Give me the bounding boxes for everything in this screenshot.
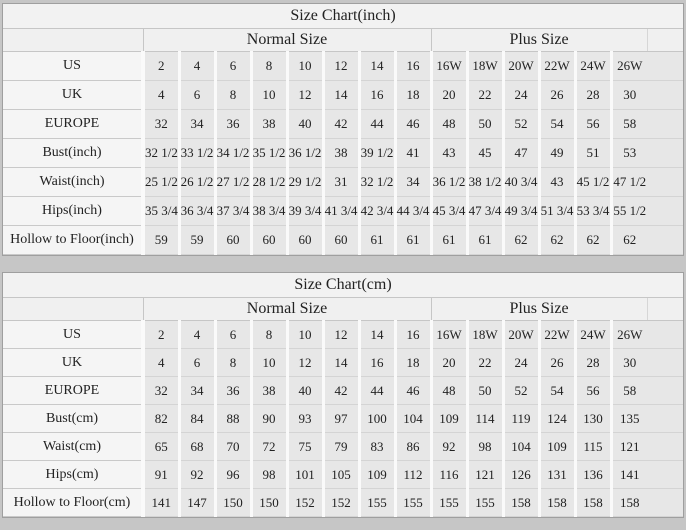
empty-cell: [647, 197, 683, 226]
size-cell: 20W: [503, 321, 539, 349]
size-cell: 50: [467, 377, 503, 405]
size-cell: 29 1/2: [287, 168, 323, 197]
size-cell: 4: [179, 52, 215, 81]
size-cell: 2: [143, 52, 179, 81]
empty-cell: [647, 168, 683, 197]
size-cell: 155: [395, 489, 431, 517]
size-cell: 24: [503, 81, 539, 110]
size-cell: 42 3/4: [359, 197, 395, 226]
size-cell: 121: [611, 433, 647, 461]
size-cell: 2: [143, 321, 179, 349]
plus-size-header: Plus Size: [431, 29, 647, 52]
size-cell: 8: [215, 81, 251, 110]
size-cell: 44 3/4: [395, 197, 431, 226]
size-cell: 112: [395, 461, 431, 489]
size-cell: 65: [143, 433, 179, 461]
size-cell: 109: [539, 433, 575, 461]
size-cell: 28: [575, 81, 611, 110]
size-cell: 82: [143, 405, 179, 433]
size-cell: 104: [503, 433, 539, 461]
size-cell: 135: [611, 405, 647, 433]
size-cell: 12: [323, 321, 359, 349]
size-cell: 22: [467, 81, 503, 110]
size-cell: 53: [611, 139, 647, 168]
size-cell: 100: [359, 405, 395, 433]
table-row: [3, 168, 683, 197]
size-cell: 116: [431, 461, 467, 489]
size-cell: 70: [215, 433, 251, 461]
size-cell: 6: [215, 52, 251, 81]
size-cell: 8: [251, 52, 287, 81]
size-cell: 61: [359, 226, 395, 255]
size-cell: 60: [323, 226, 359, 255]
title-row: [3, 273, 683, 298]
size-cell: 51 3/4: [539, 197, 575, 226]
size-cell: 16W: [431, 52, 467, 81]
empty-cell: [647, 461, 683, 489]
size-cell: 27 1/2: [215, 168, 251, 197]
table-row: [3, 197, 683, 226]
size-cell: 47 1/2: [611, 168, 647, 197]
size-cell: 158: [611, 489, 647, 517]
size-cell: 98: [467, 433, 503, 461]
row-label: Hips(cm): [3, 461, 143, 489]
size-cell: 4: [143, 349, 179, 377]
size-cell: 24: [503, 349, 539, 377]
size-cell: 35 3/4: [143, 197, 179, 226]
size-chart-inch-table: [2, 3, 684, 256]
size-cell: 32 1/2: [143, 139, 179, 168]
size-cell: 14: [323, 349, 359, 377]
size-cell: 10: [251, 81, 287, 110]
size-cell: 62: [539, 226, 575, 255]
table-title: Size Chart(inch): [3, 4, 683, 29]
row-label: Hips(inch): [3, 197, 143, 226]
size-cell: 14: [359, 321, 395, 349]
size-cell: 16: [395, 52, 431, 81]
empty-cell: [647, 349, 683, 377]
size-cell: 96: [215, 461, 251, 489]
size-cell: 44: [359, 377, 395, 405]
size-cell: 58: [611, 377, 647, 405]
corner-cell: [3, 298, 143, 321]
size-cell: 16W: [431, 321, 467, 349]
size-cell: 20W: [503, 52, 539, 81]
size-cell: 26 1/2: [179, 168, 215, 197]
size-cell: 152: [287, 489, 323, 517]
size-cell: 104: [395, 405, 431, 433]
size-cell: 62: [575, 226, 611, 255]
normal-size-header: Normal Size: [143, 298, 431, 321]
empty-cell: [647, 81, 683, 110]
size-cell: 4: [179, 321, 215, 349]
size-cell: 40 3/4: [503, 168, 539, 197]
row-label: Bust(cm): [3, 405, 143, 433]
size-cell: 130: [575, 405, 611, 433]
size-cell: 26: [539, 349, 575, 377]
size-cell: 34: [179, 110, 215, 139]
empty-cell: [647, 321, 683, 349]
table-row: [3, 321, 683, 349]
size-cell: 84: [179, 405, 215, 433]
table-row: [3, 226, 683, 255]
table-row: [3, 489, 683, 517]
size-cell: 101: [287, 461, 323, 489]
size-cell: 124: [539, 405, 575, 433]
size-cell: 47: [503, 139, 539, 168]
size-cell: 60: [215, 226, 251, 255]
row-label: EUROPE: [3, 377, 143, 405]
size-cell: 131: [539, 461, 575, 489]
size-cell: 26W: [611, 52, 647, 81]
size-cell: 34: [179, 377, 215, 405]
table-row: [3, 139, 683, 168]
size-cell: 18W: [467, 321, 503, 349]
size-cell: 59: [179, 226, 215, 255]
size-cell: 40: [287, 377, 323, 405]
size-cell: 4: [143, 81, 179, 110]
size-cell: 22W: [539, 52, 575, 81]
table-row: [3, 52, 683, 81]
size-cell: 119: [503, 405, 539, 433]
size-cell: 98: [251, 461, 287, 489]
size-cell: 6: [215, 321, 251, 349]
size-cell: 41 3/4: [323, 197, 359, 226]
size-cell: 28: [575, 349, 611, 377]
size-cell: 45 3/4: [431, 197, 467, 226]
size-cell: 32: [143, 110, 179, 139]
size-cell: 45 1/2: [575, 168, 611, 197]
size-cell: 46: [395, 377, 431, 405]
size-cell: 150: [215, 489, 251, 517]
table-title: Size Chart(cm): [3, 273, 683, 298]
size-cell: 92: [431, 433, 467, 461]
size-cell: 39 1/2: [359, 139, 395, 168]
table-row: [3, 377, 683, 405]
size-cell: 36: [215, 377, 251, 405]
size-cell: 16: [359, 349, 395, 377]
size-cell: 12: [323, 52, 359, 81]
size-cell: 40: [287, 110, 323, 139]
size-cell: 38: [251, 377, 287, 405]
size-cell: 126: [503, 461, 539, 489]
size-cell: 45: [467, 139, 503, 168]
size-cell: 42: [323, 110, 359, 139]
row-label: Waist(cm): [3, 433, 143, 461]
size-cell: 114: [467, 405, 503, 433]
size-cell: 60: [251, 226, 287, 255]
size-cell: 36 1/2: [431, 168, 467, 197]
size-cell: 6: [179, 349, 215, 377]
table-row: [3, 81, 683, 110]
empty-cell: [647, 405, 683, 433]
size-cell: 88: [215, 405, 251, 433]
empty-cell: [647, 433, 683, 461]
size-cell: 30: [611, 349, 647, 377]
size-cell: 59: [143, 226, 179, 255]
size-cell: 48: [431, 377, 467, 405]
size-cell: 155: [359, 489, 395, 517]
size-cell: 18W: [467, 52, 503, 81]
empty-cell: [647, 110, 683, 139]
size-cell: 20: [431, 349, 467, 377]
size-cell: 42: [323, 377, 359, 405]
table-row: [3, 110, 683, 139]
size-cell: 155: [467, 489, 503, 517]
size-cell: 55 1/2: [611, 197, 647, 226]
row-label: UK: [3, 349, 143, 377]
row-label: Waist(inch): [3, 168, 143, 197]
size-cell: 79: [323, 433, 359, 461]
row-label: Hollow to Floor(inch): [3, 226, 143, 255]
size-cell: 37 3/4: [215, 197, 251, 226]
size-chart-page: [0, 3, 686, 530]
plus-size-header: Plus Size: [431, 298, 647, 321]
size-cell: 75: [287, 433, 323, 461]
size-cell: 34 1/2: [215, 139, 251, 168]
size-cell: 33 1/2: [179, 139, 215, 168]
group-header-row: [3, 298, 683, 321]
size-cell: 39 3/4: [287, 197, 323, 226]
size-cell: 158: [539, 489, 575, 517]
size-cell: 115: [575, 433, 611, 461]
size-cell: 54: [539, 110, 575, 139]
empty-cell: [647, 139, 683, 168]
size-cell: 58: [611, 110, 647, 139]
corner-cell: [3, 29, 143, 52]
size-cell: 22W: [539, 321, 575, 349]
size-cell: 30: [611, 81, 647, 110]
size-cell: 155: [431, 489, 467, 517]
size-cell: 83: [359, 433, 395, 461]
size-cell: 26W: [611, 321, 647, 349]
size-cell: 28 1/2: [251, 168, 287, 197]
size-cell: 72: [251, 433, 287, 461]
size-cell: 16: [359, 81, 395, 110]
size-cell: 68: [179, 433, 215, 461]
size-cell: 32: [143, 377, 179, 405]
size-cell: 38: [251, 110, 287, 139]
empty-header-cell: [647, 29, 683, 52]
size-cell: 62: [611, 226, 647, 255]
size-cell: 18: [395, 349, 431, 377]
size-cell: 38 3/4: [251, 197, 287, 226]
size-cell: 150: [251, 489, 287, 517]
size-cell: 136: [575, 461, 611, 489]
size-cell: 14: [323, 81, 359, 110]
size-cell: 18: [395, 81, 431, 110]
size-cell: 38: [323, 139, 359, 168]
size-cell: 22: [467, 349, 503, 377]
size-cell: 141: [611, 461, 647, 489]
size-cell: 43: [431, 139, 467, 168]
row-label: Hollow to Floor(cm): [3, 489, 143, 517]
row-label: Bust(inch): [3, 139, 143, 168]
size-cell: 16: [395, 321, 431, 349]
size-cell: 6: [179, 81, 215, 110]
size-cell: 61: [431, 226, 467, 255]
size-cell: 20: [431, 81, 467, 110]
size-cell: 24W: [575, 52, 611, 81]
size-cell: 32 1/2: [359, 168, 395, 197]
size-cell: 49: [539, 139, 575, 168]
empty-cell: [647, 226, 683, 255]
size-cell: 12: [287, 81, 323, 110]
size-cell: 14: [359, 52, 395, 81]
row-label: US: [3, 321, 143, 349]
row-label: UK: [3, 81, 143, 110]
size-cell: 46: [395, 110, 431, 139]
empty-cell: [647, 489, 683, 517]
size-cell: 61: [395, 226, 431, 255]
table-row: [3, 349, 683, 377]
size-cell: 51: [575, 139, 611, 168]
empty-header-cell: [647, 298, 683, 321]
size-cell: 54: [539, 377, 575, 405]
size-cell: 105: [323, 461, 359, 489]
size-cell: 10: [251, 349, 287, 377]
size-cell: 36 1/2: [287, 139, 323, 168]
size-cell: 8: [251, 321, 287, 349]
size-cell: 8: [215, 349, 251, 377]
size-cell: 25 1/2: [143, 168, 179, 197]
size-cell: 52: [503, 377, 539, 405]
size-cell: 56: [575, 110, 611, 139]
size-cell: 152: [323, 489, 359, 517]
size-cell: 53 3/4: [575, 197, 611, 226]
size-cell: 62: [503, 226, 539, 255]
size-cell: 12: [287, 349, 323, 377]
size-cell: 43: [539, 168, 575, 197]
size-chart-cm-table: [2, 272, 684, 518]
size-cell: 24W: [575, 321, 611, 349]
group-header-row: [3, 29, 683, 52]
table-row: [3, 461, 683, 489]
size-cell: 93: [287, 405, 323, 433]
size-cell: 109: [431, 405, 467, 433]
row-label: US: [3, 52, 143, 81]
size-cell: 44: [359, 110, 395, 139]
size-cell: 36: [215, 110, 251, 139]
size-cell: 97: [323, 405, 359, 433]
size-cell: 147: [179, 489, 215, 517]
size-cell: 121: [467, 461, 503, 489]
size-cell: 49 3/4: [503, 197, 539, 226]
size-cell: 141: [143, 489, 179, 517]
size-cell: 36 3/4: [179, 197, 215, 226]
size-cell: 61: [467, 226, 503, 255]
row-label: EUROPE: [3, 110, 143, 139]
size-cell: 35 1/2: [251, 139, 287, 168]
normal-size-header: Normal Size: [143, 29, 431, 52]
table-row: [3, 433, 683, 461]
size-cell: 91: [143, 461, 179, 489]
empty-cell: [647, 52, 683, 81]
size-cell: 47 3/4: [467, 197, 503, 226]
size-cell: 60: [287, 226, 323, 255]
size-cell: 50: [467, 110, 503, 139]
size-cell: 26: [539, 81, 575, 110]
size-cell: 41: [395, 139, 431, 168]
size-cell: 56: [575, 377, 611, 405]
size-cell: 31: [323, 168, 359, 197]
title-row: [3, 4, 683, 29]
size-cell: 86: [395, 433, 431, 461]
size-cell: 52: [503, 110, 539, 139]
size-cell: 38 1/2: [467, 168, 503, 197]
size-cell: 158: [575, 489, 611, 517]
size-cell: 158: [503, 489, 539, 517]
size-cell: 92: [179, 461, 215, 489]
size-cell: 90: [251, 405, 287, 433]
table-row: [3, 405, 683, 433]
size-cell: 48: [431, 110, 467, 139]
size-cell: 10: [287, 52, 323, 81]
size-cell: 10: [287, 321, 323, 349]
size-cell: 109: [359, 461, 395, 489]
size-cell: 34: [395, 168, 431, 197]
empty-cell: [647, 377, 683, 405]
